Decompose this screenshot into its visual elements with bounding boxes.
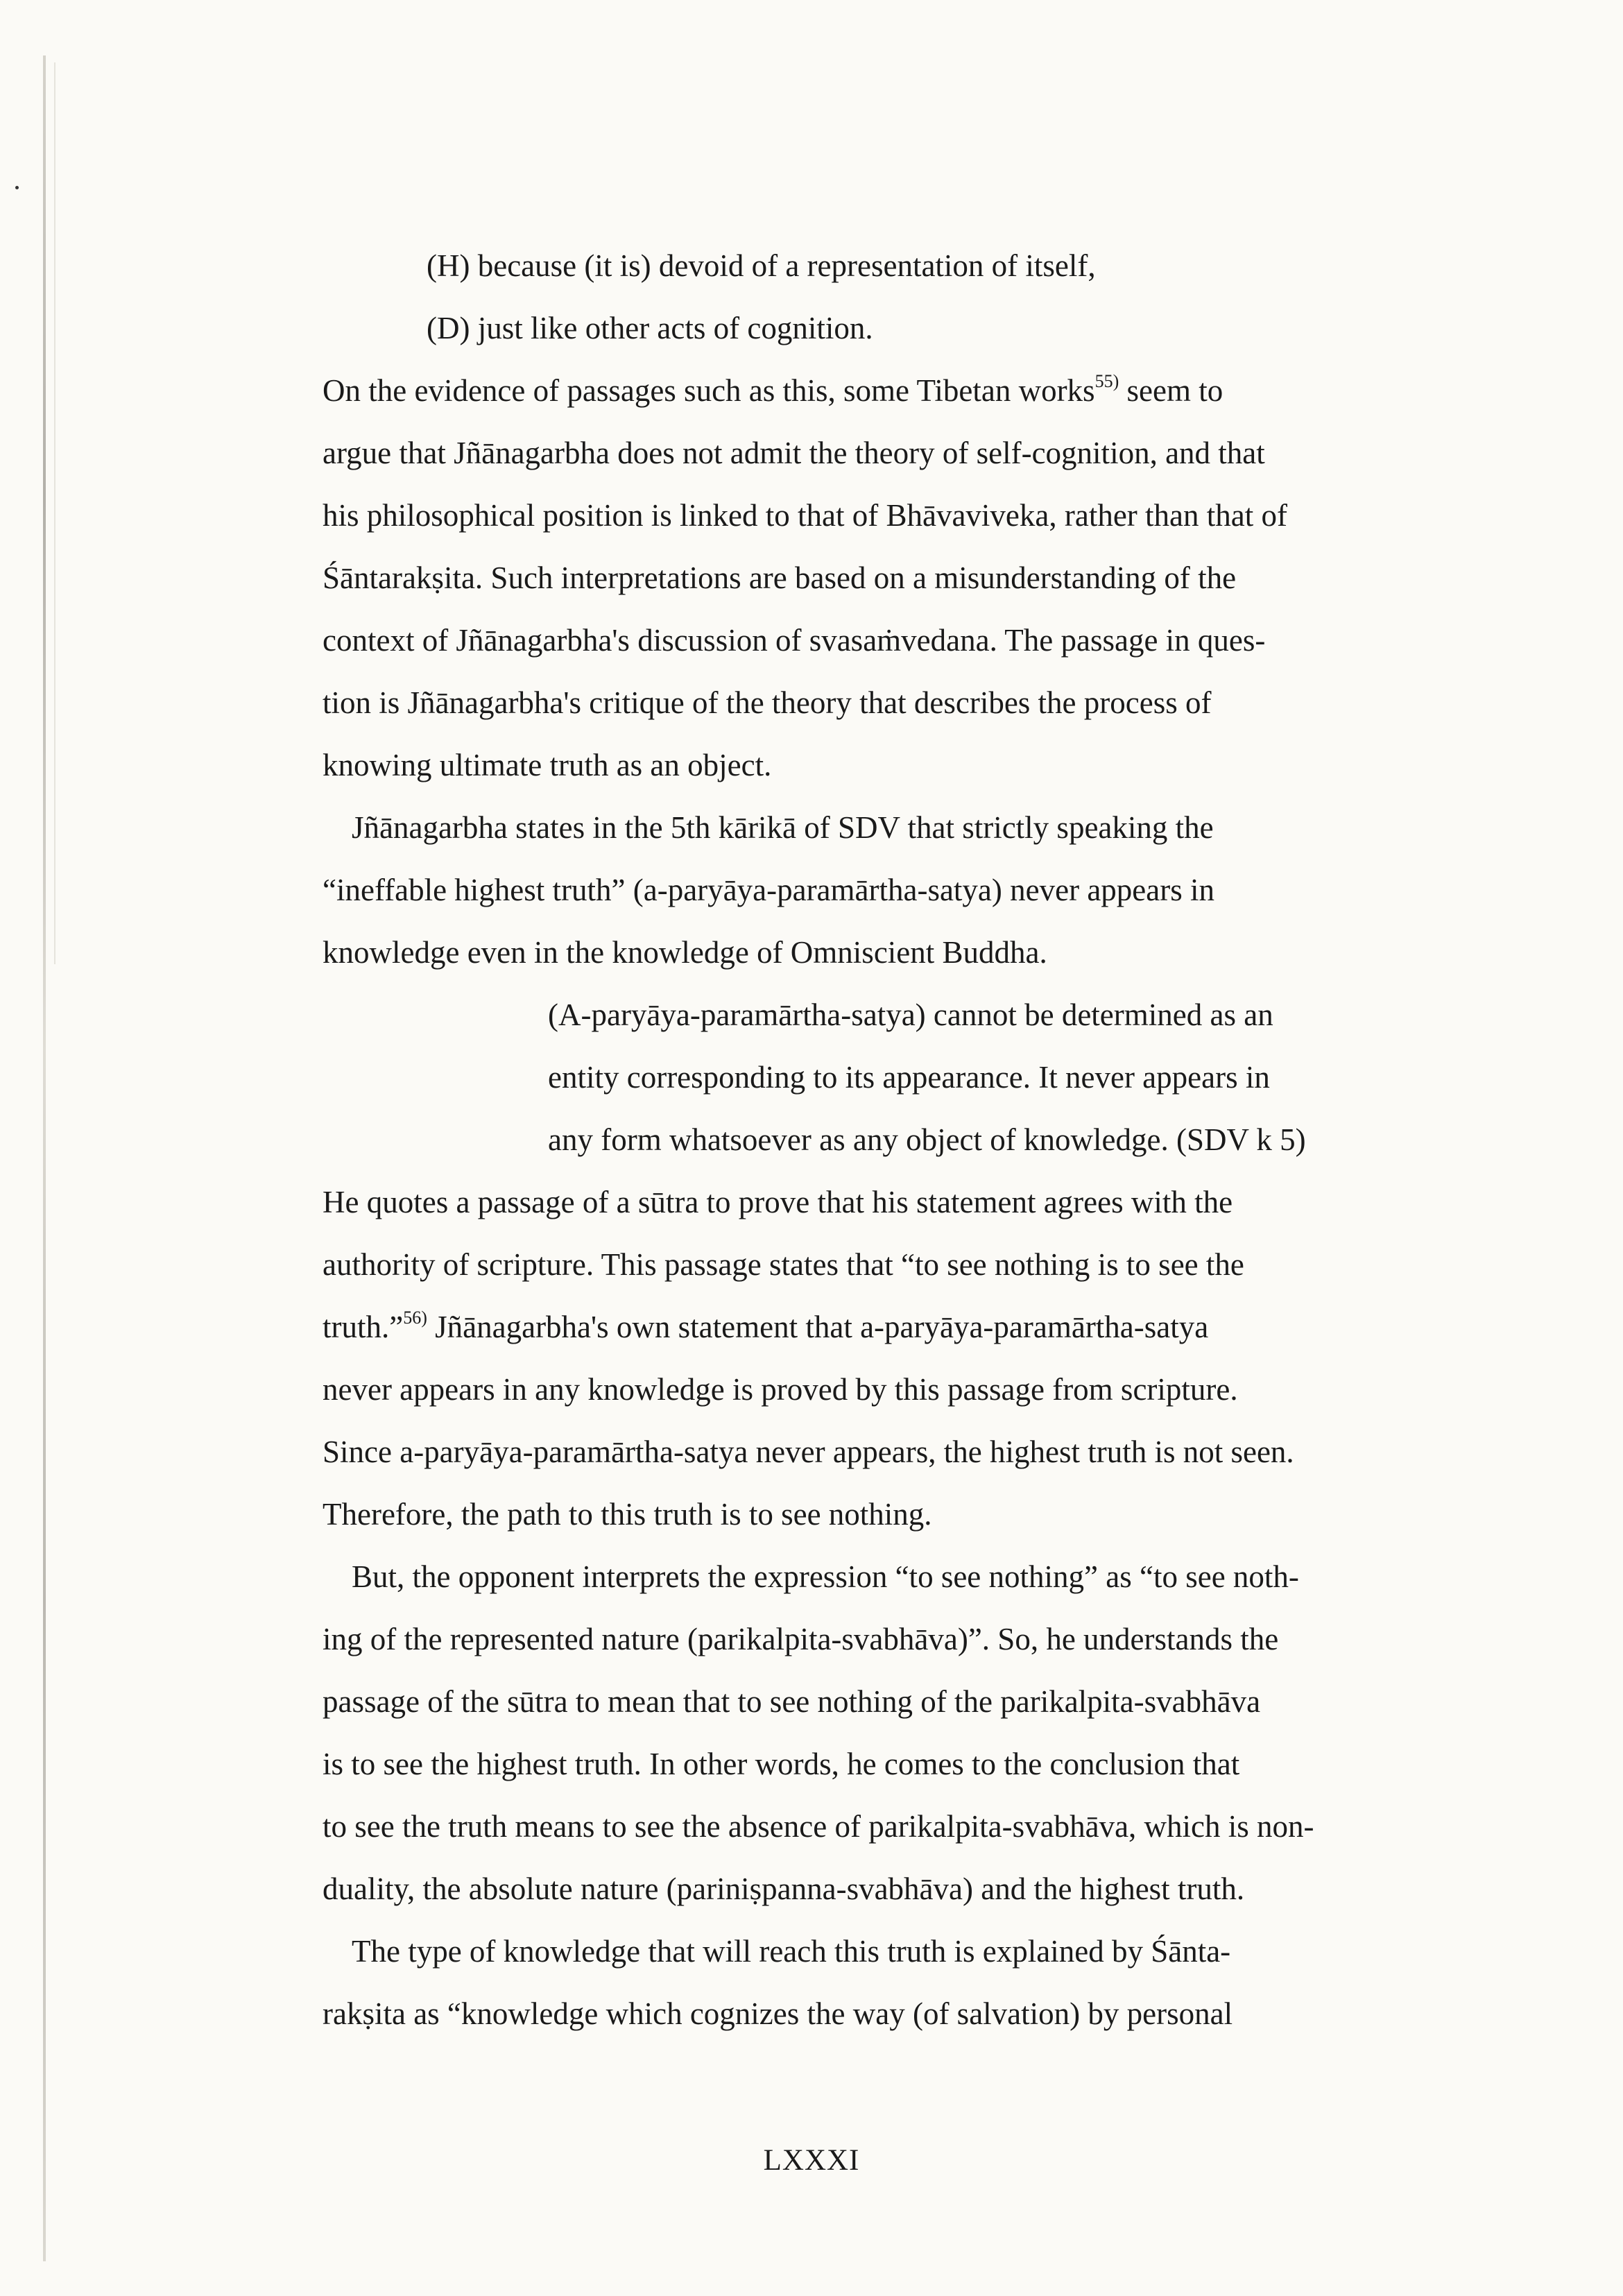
text-line-content: tion is Jñānagarbha's critique of the theory that describes the process of (323, 685, 1212, 720)
text-line-content: to see the truth means to see the absence of parikalpita-svabhāva, which is non- (323, 1809, 1314, 1844)
text-line (323, 1421, 1488, 1483)
scan-speck (15, 186, 19, 189)
text-line-content: is to see the highest truth. In other words, he comes to the conclusion that (323, 1747, 1240, 1781)
text-line (323, 359, 1488, 422)
body-text (323, 234, 1488, 2045)
text-line (323, 1233, 1488, 1296)
text-line-content: knowledge even in the knowledge of Omniscient Buddha. (323, 935, 1047, 970)
text-line-content: rakṣita as “knowledge which cognizes the way (of salvation) by personal (323, 1996, 1233, 2031)
block-quote-line (323, 984, 1488, 1046)
text-line-content: The type of knowledge that will reach this truth is explained by Śānta- (352, 1934, 1231, 1969)
text-line-content: Therefore, the path to this truth is to see nothing. (323, 1497, 932, 1532)
block-quote-line (323, 1046, 1488, 1108)
text-line (323, 859, 1488, 921)
text-line-content: (D) just like other acts of cognition. (427, 311, 873, 345)
text-line (323, 1545, 1488, 1608)
text-line (323, 921, 1488, 984)
text-line-content: context of Jñānagarbha's discussion of svasaṁvedana. The passage in ques- (323, 623, 1266, 658)
text-line-content: argue that Jñānagarbha does not admit the theory of self-cognition, and that (323, 436, 1265, 470)
text-line-content: (H) because (it is) devoid of a representation of itself, (427, 248, 1096, 283)
text-line (323, 796, 1488, 859)
footnote-marker[interactable]: 55) (1094, 371, 1119, 391)
text-line-content: “ineffable highest truth” (a-paryāya-paramārtha-satya) never appears in (323, 873, 1214, 907)
text-line (323, 1608, 1488, 1670)
text-line-content: entity corresponding to its appearance. It never appears in (548, 1060, 1270, 1095)
text-line-content: truth.” (323, 1310, 404, 1344)
text-line-continuation: Jñānagarbha's own statement that a-paryāya-paramārtha-satya (427, 1310, 1209, 1344)
text-line-content: Śāntarakṣita. Such interpretations are based on a misunderstanding of the (323, 560, 1237, 595)
text-line (323, 1795, 1488, 1858)
page-number: LXXXI (763, 2144, 860, 2177)
text-line-content: knowing ultimate truth as an object. (323, 748, 772, 782)
text-line-content: (A-paryāya-paramārtha-satya) cannot be determined as an (548, 997, 1273, 1032)
text-line (323, 1483, 1488, 1545)
block-quote-line (323, 1108, 1488, 1171)
text-line-content: On the evidence of passages such as this, some Tibetan works (323, 373, 1095, 408)
text-line-content: But, the opponent interprets the expression “to see nothing” as “to see noth- (352, 1559, 1299, 1594)
text-line (323, 1920, 1488, 1982)
text-line (323, 1358, 1488, 1421)
text-line (323, 484, 1488, 547)
text-line-content: his philosophical position is linked to that of Bhāvaviveka, rather than that of (323, 498, 1287, 533)
text-line-content: ing of the represented nature (parikalpita-svabhāva)”. So, he understands the (323, 1622, 1279, 1656)
text-line (323, 1296, 1488, 1358)
text-line-content: He quotes a passage of a sūtra to prove that his statement agrees with the (323, 1185, 1233, 1219)
text-line (323, 547, 1488, 609)
text-line (323, 234, 1488, 297)
text-line (323, 422, 1488, 484)
text-line (323, 671, 1488, 734)
text-line (323, 1733, 1488, 1795)
text-line-content: authority of scripture. This passage states that “to see nothing is to see the (323, 1247, 1244, 1282)
text-line-content: Jñānagarbha states in the 5th kārikā of SDV that strictly speaking the (352, 810, 1214, 845)
text-line (323, 1171, 1488, 1233)
footnote-marker[interactable]: 56) (403, 1308, 427, 1328)
text-line (323, 734, 1488, 796)
scan-binding-shadow (54, 62, 55, 964)
text-line (323, 1858, 1488, 1920)
text-line-content: duality, the absolute nature (pariniṣpanna-svabhāva) and the highest truth. (323, 1871, 1245, 1906)
text-line-content: any form whatsoever as any object of knowledge. (SDV k 5) (548, 1122, 1306, 1157)
text-line (323, 609, 1488, 671)
scan-binding-edge (43, 55, 46, 2261)
text-line-continuation: seem to (1119, 373, 1223, 408)
text-line-content: passage of the sūtra to mean that to see nothing of the parikalpita-svabhāva (323, 1684, 1261, 1719)
text-line (323, 1670, 1488, 1733)
text-line-content: never appears in any knowledge is proved by this passage from scripture. (323, 1372, 1238, 1407)
text-line (323, 297, 1488, 359)
text-line-content: Since a-paryāya-paramārtha-satya never appears, the highest truth is not seen. (323, 1434, 1294, 1469)
text-line (323, 1982, 1488, 2045)
